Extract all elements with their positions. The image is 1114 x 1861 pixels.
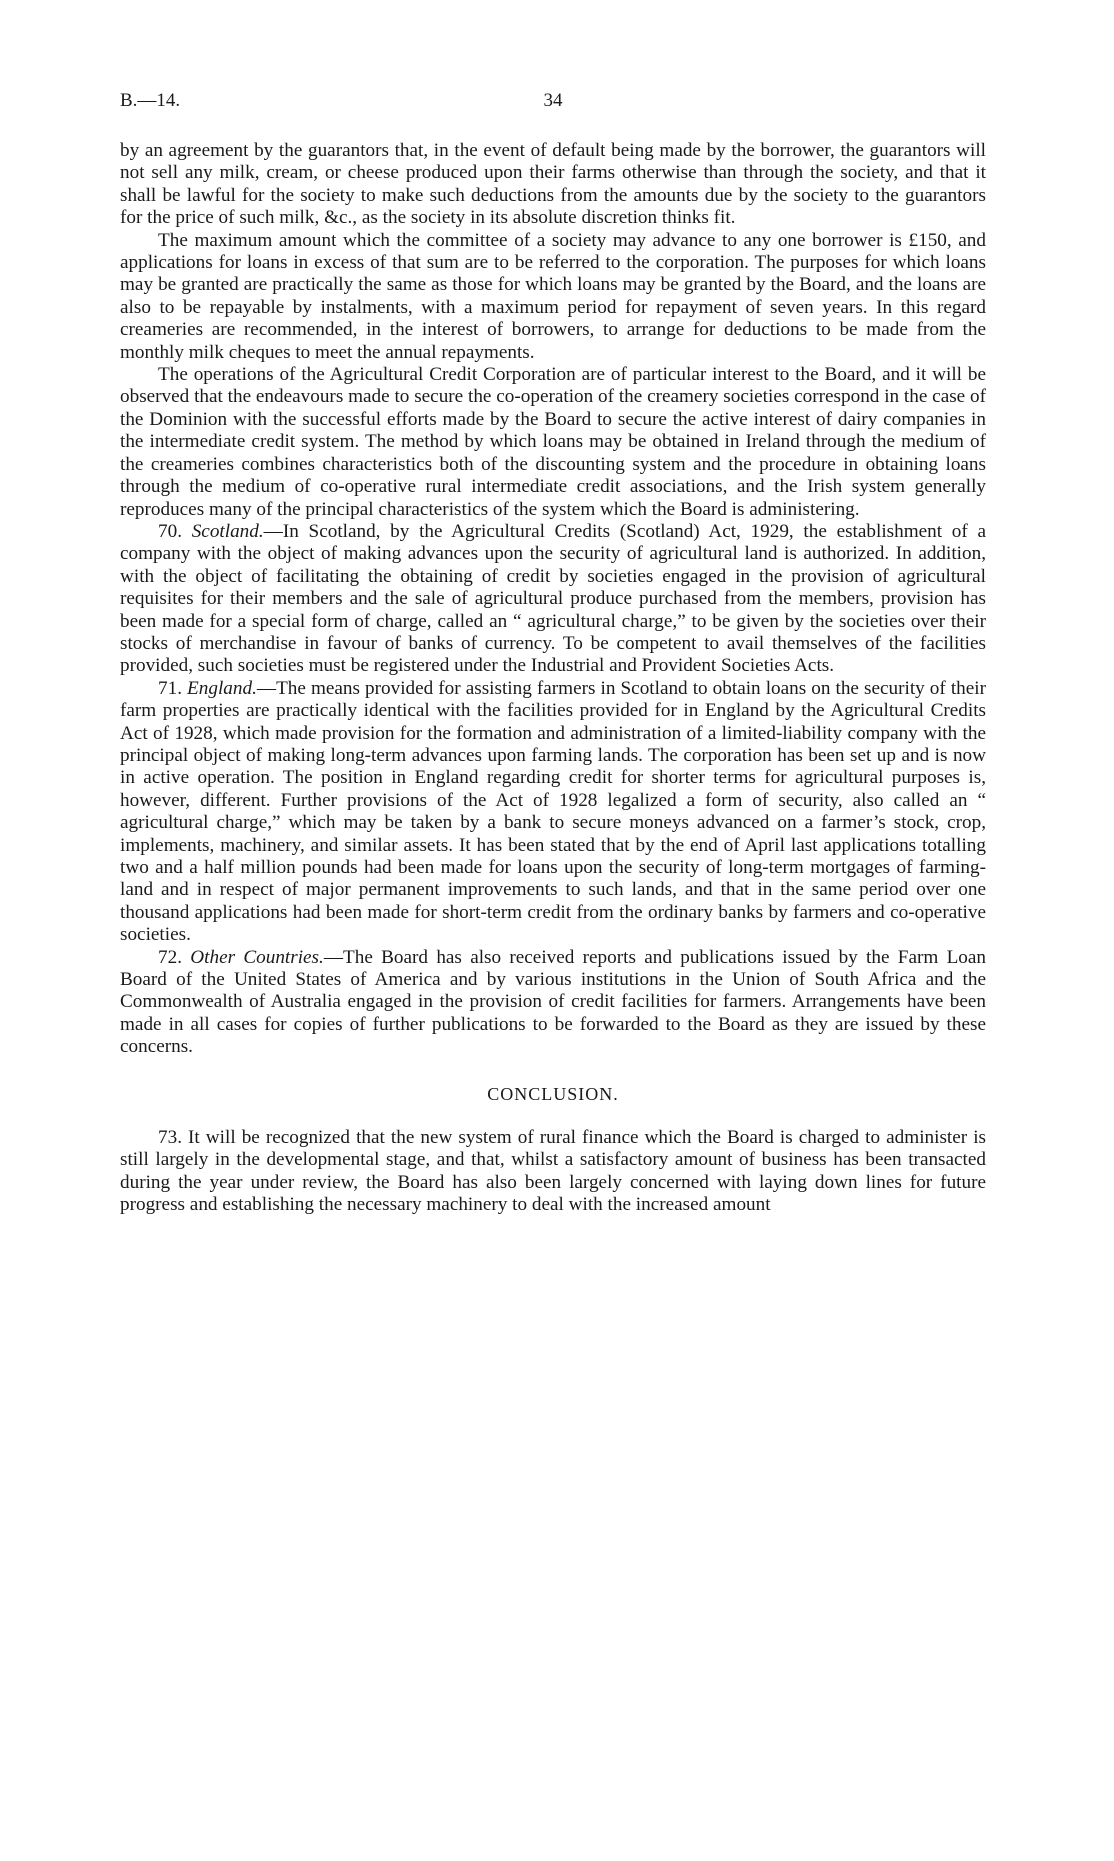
paragraph-conclusion: 73. It will be recognized that the new system of rural finance which the Board is charged to administer is still largely in the developmental stage, and that, whilst a satisfactory amount of business has been transacted during the year under review, the Board has also been largely concerned with laying down lines for future progress and establishing the necessary machinery to deal with the increased amount — [120, 1127, 986, 1216]
paragraph-number: 71. — [158, 677, 182, 699]
paragraph-title: England. — [187, 677, 257, 699]
paragraph-england — [120, 678, 986, 947]
paragraph-credit-corporation: The operations of the Agricultural Credit Corporation are of particular interest to the Board, and it will be observed that the endeavours made to secure the co-operation of the creamery societies correspond in the case of the Dominion with the successful efforts made by the Board to secure the active interest of dairy companies in the intermediate credit system. The method by which loans may be obtained in Ireland through the medium of the creameries combines characteristics both of the discounting system and the procedure in obtaining loans through the medium of co-operative rural intermediate credit associations, and the Irish system generally reproduces many of the principal characteristics of the system which the Board is administering. — [120, 364, 986, 520]
body-text — [120, 140, 986, 1217]
paragraph-scotland — [120, 521, 986, 678]
paragraph-number: 70. — [158, 520, 182, 542]
paragraph-number: 72. — [158, 946, 182, 968]
paragraph-body: —In Scotland, by the Agricultural Credits (Scotland) Act, 1929, the establishment of a company with the object of making advances upon the security of agricultural land is authorized. In addition, with the object of facilitating the obtaining of credit by societies engaged in the provision of agricultural requisites for their members and the sale of agricultural produce purchased from the members, provision has been made for a special form of charge, called an “ agricultural charge,” to be given by the societies over their stocks of merchandise in favour of banks of currency. To be competent to avail themselves of the facilities provided, such societies must be registered under the Industrial and Provident Societies Acts. — [120, 520, 986, 677]
paragraph-title: Other Countries. — [190, 946, 324, 968]
paragraph-body: —The means provided for assisting farmers in Scotland to obtain loans on the security of their farm properties are practically identical with the facilities provided for in England by the Agricultural Credits Act of 1928, which made provision for the formation and administration of a limited-liability company with the principal object of making long-term advances upon farming lands. The corporation has been set up and is now in active operation. The position in England regarding credit for shorter terms for agricultural purposes is, however, different. Further provisions of the Act of 1928 legalized a form of security, also called an “ agricultural charge,” which may be taken by a bank to secure moneys advanced on a farmer’s stock, crop, implements, machinery, and similar assets. It has been stated that by the end of April last applications totalling two and a half million pounds had been made for loans upon the security of long-term mortgages of farming-land and in respect of major permanent improvements to such lands, and that in the same period over one thousand applications had been made for short-term credit from the ordinary banks by farmers and co-operative societies. — [120, 677, 986, 946]
paragraph-title: Scotland. — [191, 520, 264, 542]
document-reference: B.—14. — [120, 90, 181, 111]
section-heading-conclusion: CONCLUSION. — [487, 1083, 619, 1104]
paragraph-continuation: by an agreement by the guarantors that, in the event of default being made by the borrower, the guarantors will not sell any milk, cream, or cheese produced upon their farms otherwise than through the society, and that it shall be lawful for the society to make such deductions from the amounts due by the society to the guarantors for the price of such milk, &c., as the society in its absolute discretion thinks fit. — [120, 140, 986, 229]
paragraph-other-countries — [120, 947, 986, 1059]
page-number: 34 — [543, 90, 563, 111]
page-header — [120, 90, 986, 114]
paragraph-body: —The Board has also received reports and publications issued by the Farm Loan Board of the United States of America and by various institutions in the Union of South Africa and the Commonwealth of Australia engaged in the provision of credit facilities for farmers. Arrangements have been made in all cases for copies of further publications to be forwarded to the Board as they are issued by these concerns. — [120, 946, 986, 1058]
paragraph-maximum-amount: The maximum amount which the committee of a society may advance to any one borrower is £150, and applications for loans in excess of that sum are to be referred to the corporation. The purposes for which loans may be granted are practically the same as those for which loans may be granted by the Board, and the loans are also to be repayable by instalments, with a maximum period for repayment of seven years. In this regard creameries are recommended, in the interest of borrowers, to arrange for deductions to be made from the monthly milk cheques to meet the annual repayments. — [120, 229, 986, 363]
